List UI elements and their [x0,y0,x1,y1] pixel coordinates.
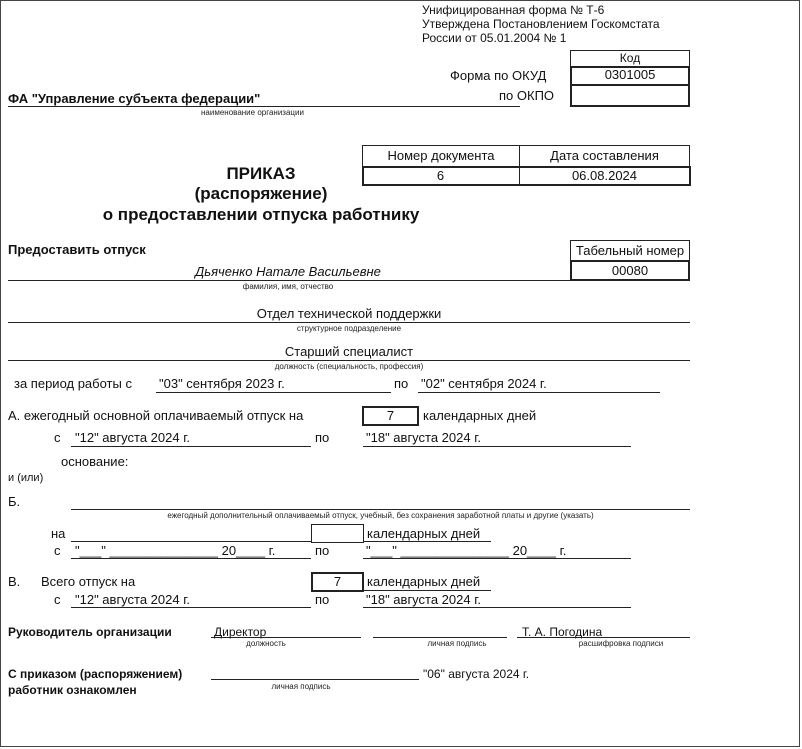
department-value: Отдел технической поддержки [256,306,442,321]
section-a-from-label: с [54,430,61,445]
section-b-label: Б. [8,494,21,509]
section-b-days-box [311,524,364,543]
doc-date-header: Дата составления [519,145,690,167]
department-caption: структурное подразделение [296,324,402,333]
employee-name: Дьяченко Натале Васильевне [195,264,381,279]
and-or-label: и (или) [8,472,44,484]
decoding-caption: расшифровка подписи [578,639,664,648]
section-a-label: А. ежегодный основной оплачиваемый отпуск на [8,408,304,423]
position-value: Старший специалист [284,344,414,359]
position-caption: должность (специальность, профессия) [274,362,424,371]
form-line-3: России от 05.01.2004 № 1 [422,31,567,45]
period-label: за период работы с [14,376,132,391]
section-b-days-label: календарных дней [367,526,481,541]
organization-name: ФА "Управление субъекта федерации" [8,91,261,106]
okud-label: Форма по ОКУД [450,68,547,83]
section-b-caption: ежегодный дополнительный оплачиваемый отпуск, учебный, без сохранения заработной платы и другие (указать) [167,511,594,520]
section-b-to-label: по [315,543,330,558]
title-subject: о предоставлении отпуска работнику [102,205,420,224]
name-caption: фамилия, имя, отчество [242,282,334,291]
doc-number-value: 6 [436,168,445,183]
section-c-to: "18" августа 2024 г. [366,592,481,607]
section-c-from-label: с [54,592,61,607]
section-c-total-label: Всего отпуск на [41,574,136,589]
section-c-days: 7 [333,574,342,589]
head-label: Руководитель организации [8,625,172,639]
doc-number-header: Номер документа [362,145,520,167]
grant-label: Предоставить отпуск [8,242,146,257]
ack-label-line2: работник ознакомлен [8,683,137,697]
section-b-to: "___" _______________ 20____ г. [366,543,567,558]
title-order: ПРИКАЗ [226,164,296,183]
position-sign-caption: должность [246,639,286,648]
kod-header: Код [570,50,690,67]
organization-caption: наименование организации [201,108,304,117]
signature-caption: личная подпись [427,639,487,648]
period-from: "03" сентября 2023 г. [159,376,285,391]
head-position: Директор [214,625,267,639]
section-a-days: 7 [386,408,395,423]
section-a-basis-label: основание: [61,454,129,469]
section-a-to-label: по [315,430,330,445]
okpo-label: по ОКПО [499,88,555,103]
section-b-from-label: с [54,543,61,558]
form-line-2: Утверждена Постановлением Госкомстата [422,17,660,31]
period-to-label: по [394,376,409,391]
section-c-days-label: календарных дней [367,574,481,589]
okud-value: 0301005 [604,67,656,82]
section-a-from: "12" августа 2024 г. [75,430,190,445]
section-c-to-label: по [315,592,330,607]
period-to: "02" сентября 2024 г. [421,376,547,391]
form-line-1: Унифицированная форма № Т-6 [422,3,605,17]
title-disposition: (распоряжение) [194,184,328,203]
section-a-days-label: календарных дней [423,408,537,423]
tabel-value: 00080 [611,263,649,278]
section-b-from: "___" _______________ 20____ г. [75,543,276,558]
section-c-label: В. [8,574,21,589]
section-a-to: "18" августа 2024 г. [366,430,481,445]
head-name: Т. А. Погодина [522,625,603,639]
ack-date: "06" августа 2024 г. [423,667,530,681]
section-b-na-label: на [51,526,66,541]
ack-signature-caption: личная подпись [271,682,331,691]
tabel-header: Табельный номер [570,240,690,261]
ack-label-line1: С приказом (распоряжением) [8,667,183,681]
section-c-from: "12" августа 2024 г. [75,592,190,607]
doc-date-value: 06.08.2024 [571,168,638,183]
